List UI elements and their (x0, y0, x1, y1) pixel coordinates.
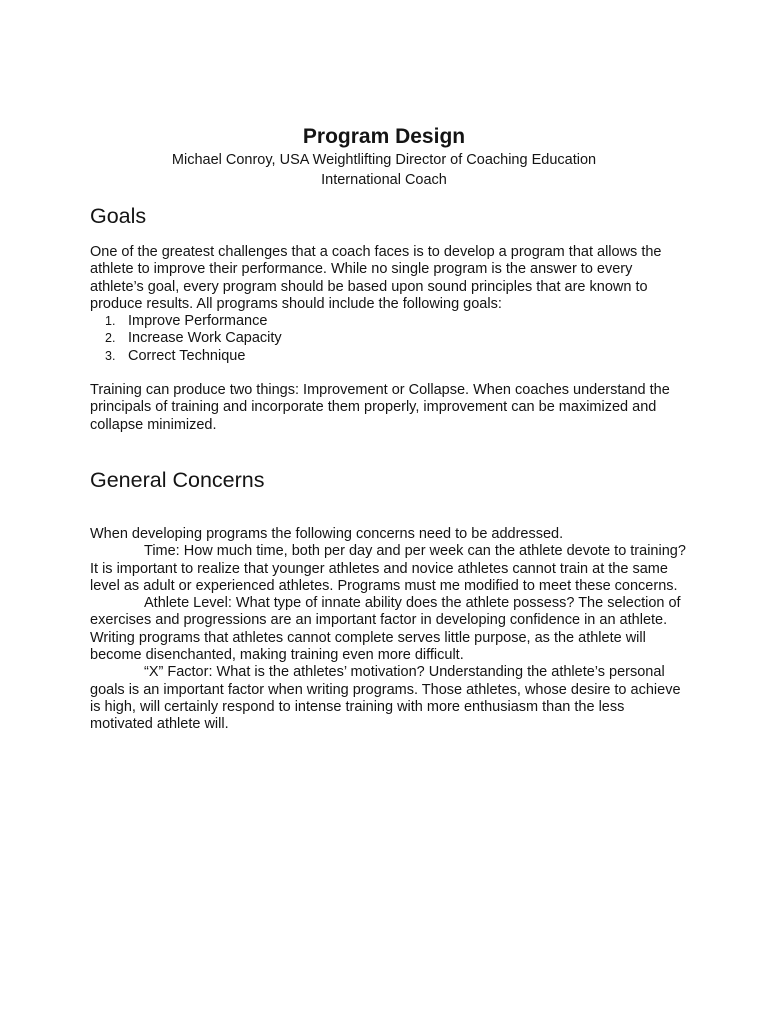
author-line: Michael Conroy, USA Weightlifting Director of Coaching Education (171, 152, 597, 168)
list-item-text: Increase Work Capacity (128, 330, 282, 347)
list-number: 1. (105, 314, 116, 328)
concern-time-paragraph: Time: How much time, both per day and per week can the athlete devote to training? It is important to realize that younger athletes and novice athletes cannot train at the same level as adult or experienced athletes. Programs must me modified to meet these concerns. (90, 543, 686, 594)
goals-list-item (90, 330, 690, 347)
goals-list-item (90, 348, 690, 365)
list-number: 2. (105, 331, 116, 346)
concerns-intro-paragraph: When developing programs the following concerns need to be addressed. (90, 526, 564, 542)
goals-intro-paragraph: One of the greatest challenges that a coach faces is to develop a program that allows the athlete to improve their performance. While no single program is the answer to every athlete’s goal, every program should be based upon sound principles that are known to produce results. All programs should include the following goals: (90, 244, 662, 312)
goals-list (90, 313, 690, 365)
goals-closing-paragraph: Training can produce two things: Improvement or Collapse. When coaches understand the principals of training and incorporate them properly, improvement can be maximized and collapse minimized. (90, 382, 670, 433)
concern-athlete-level-paragraph: Athlete Level: What type of innate ability does the athlete possess? The selection of exercises and progressions are an important factor in developing confidence in an athlete. Writing programs that athletes cannot complete serves little purpose, as the athlete will become disenchanted, making training even more difficult. (90, 595, 681, 664)
concern-x-factor-paragraph: “X” Factor: What is the athletes’ motivation? Understanding the athlete’s personal goals is an important factor when writing programs. Those athletes, whose desire to achieve is high, will certainly respond to intense training with more enthusiasm than the less motivated athlete will. (90, 664, 681, 733)
goals-heading: Goals (90, 204, 147, 228)
general-concerns-body (90, 526, 690, 734)
general-concerns-heading: General Concerns (90, 468, 265, 492)
list-item-text: Correct Technique (128, 347, 246, 364)
document-title: Program Design (302, 125, 466, 148)
list-item-text: Improve Performance (128, 313, 268, 329)
goals-list-item (90, 313, 690, 330)
list-number: 3. (105, 348, 116, 363)
role-line: International Coach (321, 172, 447, 188)
